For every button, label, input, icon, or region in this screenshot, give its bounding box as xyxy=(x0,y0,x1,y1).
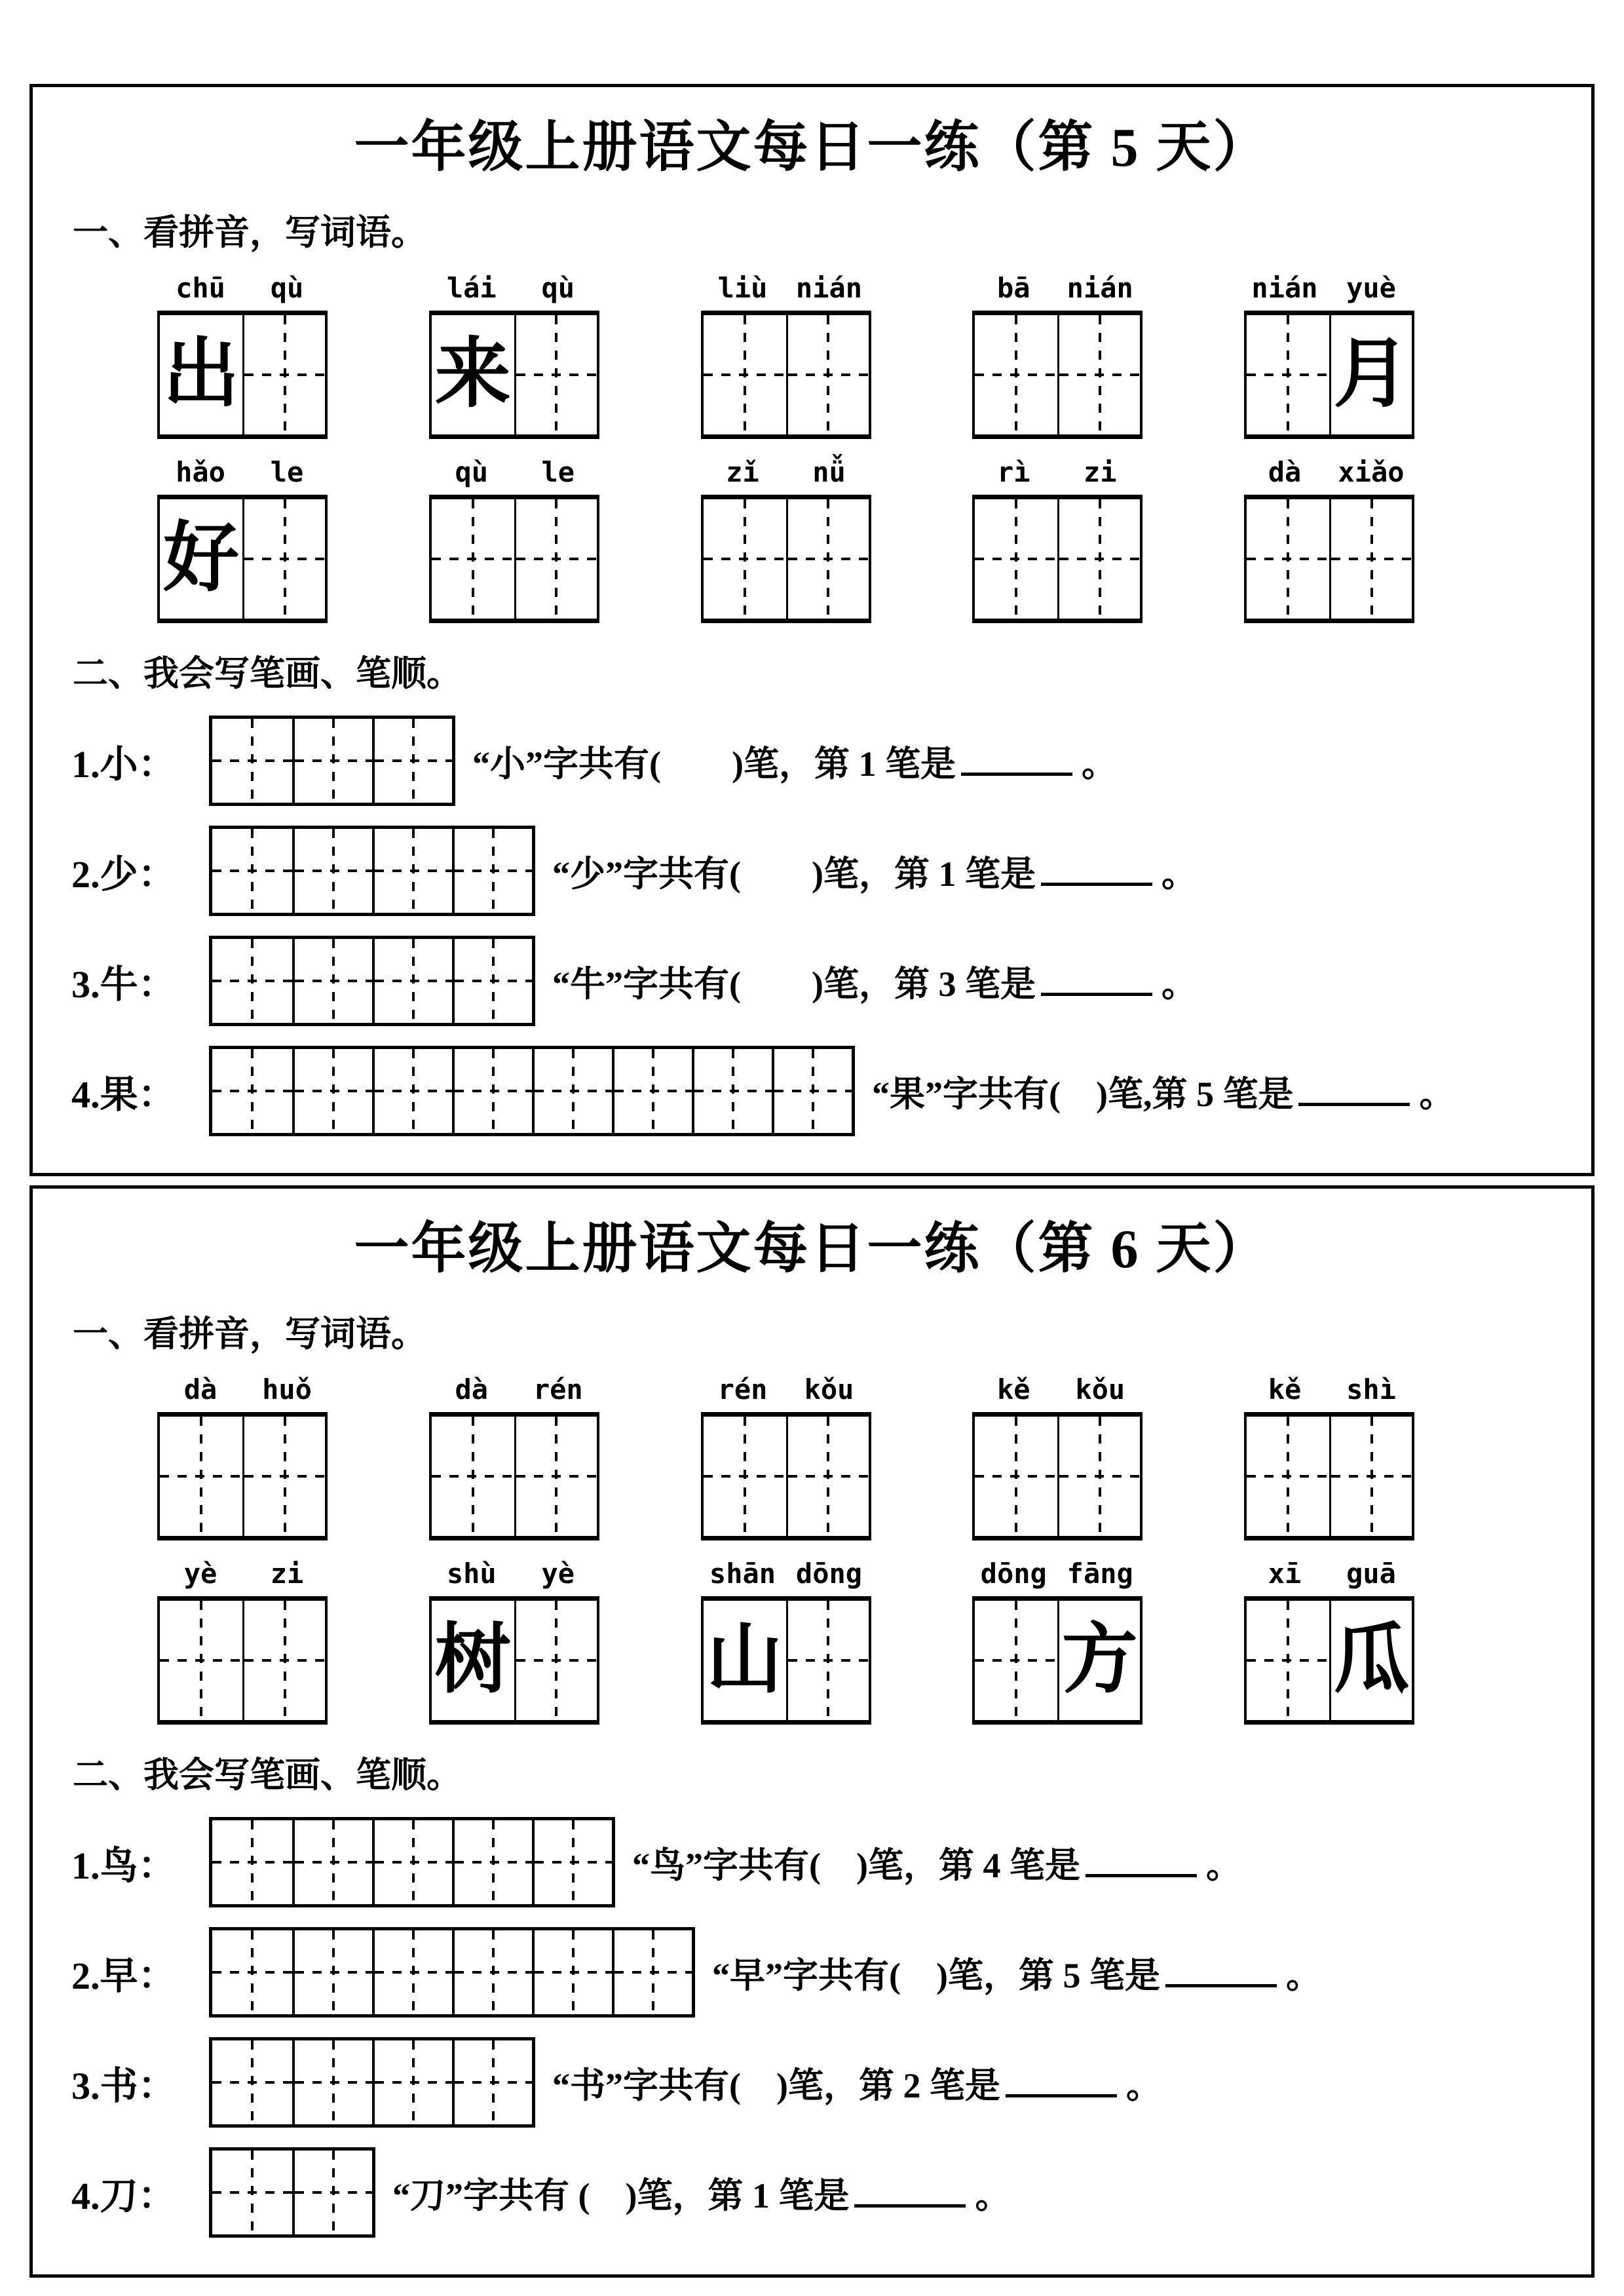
stroke-box[interactable] xyxy=(772,1049,852,1133)
stroke-box[interactable] xyxy=(212,2151,292,2234)
writing-box[interactable] xyxy=(432,1417,514,1536)
pinyin-pair xyxy=(1241,1373,1414,1406)
stroke-question xyxy=(71,1046,1555,1136)
stroke-box[interactable] xyxy=(372,1049,452,1133)
pinyin-syllable: fāng xyxy=(1067,1558,1133,1590)
pinyin-pair xyxy=(428,272,601,304)
day5-card xyxy=(29,84,1595,1176)
pinyin-pair xyxy=(700,1373,873,1406)
stroke-box[interactable] xyxy=(372,829,452,913)
stroke-order-boxes xyxy=(209,936,535,1026)
writing-box[interactable] xyxy=(786,315,869,434)
stroke-order-boxes xyxy=(209,1046,855,1136)
writing-grid-group xyxy=(429,1596,599,1725)
pinyin-syllable: dōng xyxy=(980,1558,1047,1590)
pinyin-syllable: nián xyxy=(1251,272,1318,304)
answer-blank[interactable] xyxy=(1165,1953,1277,1987)
question-label: 2.少： xyxy=(71,853,176,896)
pinyin-syllable: kǒu xyxy=(1075,1373,1125,1406)
writing-box[interactable] xyxy=(242,315,325,434)
worksheet-title-day5: 一年级上册语文每日一练（第 5 天） xyxy=(354,117,1270,178)
answer-blank[interactable] xyxy=(1298,1072,1410,1106)
pinyin-syllable: qù xyxy=(455,456,489,488)
pinyin-row xyxy=(69,272,1555,304)
stroke-box[interactable] xyxy=(292,939,372,1023)
pinyin-pair xyxy=(157,1373,330,1406)
stroke-box[interactable] xyxy=(532,1930,612,2014)
writing-box[interactable] xyxy=(704,1417,786,1536)
writing-box[interactable] xyxy=(160,1417,242,1536)
writing-grid-group xyxy=(157,495,328,623)
pinyin-row xyxy=(69,1373,1555,1406)
stroke-box[interactable] xyxy=(292,2151,372,2234)
stroke-box[interactable] xyxy=(692,1049,772,1133)
period: 。 xyxy=(1125,2065,1161,2105)
stroke-order-boxes xyxy=(209,716,455,806)
stroke-box[interactable] xyxy=(452,939,532,1023)
pinyin-syllable: dà xyxy=(1268,456,1302,488)
writing-box[interactable] xyxy=(975,315,1057,434)
pinyin-pair xyxy=(700,1558,873,1590)
writing-box[interactable] xyxy=(514,315,597,434)
writing-box[interactable] xyxy=(1329,1417,1412,1536)
pinyin-pair xyxy=(428,456,601,488)
writing-box[interactable] xyxy=(975,499,1057,619)
writing-box[interactable] xyxy=(704,315,786,434)
section2-heading-day5: 二、我会写笔画、笔顺。 xyxy=(73,654,462,693)
period: 。 xyxy=(1161,854,1197,894)
pinyin-syllable: le xyxy=(270,456,304,488)
pinyin-pair xyxy=(970,272,1143,304)
pinyin-syllable: nǚ xyxy=(812,456,846,488)
writing-grid-row xyxy=(69,1596,1555,1725)
stroke-box[interactable] xyxy=(212,939,292,1023)
prompt-text: “鸟”字共有( )笔，第 4 笔是 xyxy=(632,1845,1080,1885)
pinyin-row xyxy=(69,456,1555,488)
writing-grid-row xyxy=(69,1412,1555,1540)
writing-grid-group xyxy=(701,311,871,439)
pinyin-syllable: nián xyxy=(795,272,863,304)
question-label: 1.小： xyxy=(71,743,176,786)
stroke-box[interactable] xyxy=(292,1820,372,1904)
question-label: 3.书： xyxy=(71,2065,176,2107)
stroke-box[interactable] xyxy=(372,1820,452,1904)
stroke-box[interactable] xyxy=(292,1930,372,2014)
writing-box[interactable] xyxy=(1057,1417,1140,1536)
stroke-order-boxes xyxy=(209,826,535,916)
writing-box[interactable] xyxy=(514,1601,597,1720)
pinyin-syllable: guā xyxy=(1346,1558,1396,1590)
writing-grid-group xyxy=(429,495,599,623)
writing-box[interactable] xyxy=(1247,499,1329,619)
pinyin-pair xyxy=(428,1373,601,1406)
pinyin-syllable: nián xyxy=(1067,272,1133,304)
pinyin-syllable: qù xyxy=(541,272,575,304)
stroke-box[interactable] xyxy=(292,1049,372,1133)
answer-blank[interactable] xyxy=(961,742,1072,776)
period: 。 xyxy=(1419,1074,1455,1114)
stroke-question xyxy=(71,826,1555,916)
question-label: 4.刀： xyxy=(71,2175,176,2217)
question-label: 4.果： xyxy=(71,1073,176,1116)
writing-grid-group xyxy=(972,495,1142,623)
pinyin-syllable: rì xyxy=(996,456,1030,488)
writing-box[interactable]: 方 xyxy=(1057,1601,1140,1720)
pinyin-syllable: dà xyxy=(455,1373,489,1406)
stroke-box[interactable] xyxy=(212,829,292,913)
stroke-box[interactable] xyxy=(452,1820,532,1904)
writing-grid-group xyxy=(701,1596,871,1725)
prompt-text: “果”字共有( )笔,第 5 笔是 xyxy=(872,1074,1294,1114)
pinyin-syllable: lái xyxy=(446,272,497,304)
question-text xyxy=(472,736,1117,786)
stroke-box[interactable] xyxy=(292,829,372,913)
pinyin-syllable: zi xyxy=(270,1558,304,1590)
writing-grid-group xyxy=(429,311,599,439)
stroke-box[interactable] xyxy=(452,1930,532,2014)
writing-box[interactable] xyxy=(1247,1417,1329,1536)
prompt-text: “书”字共有( )笔，第 2 笔是 xyxy=(552,2065,1000,2105)
writing-box[interactable] xyxy=(242,1417,325,1536)
prompt-text: “少”字共有( )笔，第 1 笔是 xyxy=(552,854,1036,894)
pinyin-syllable: shì xyxy=(1346,1373,1396,1406)
stroke-question xyxy=(71,1927,1555,2018)
stroke-box[interactable] xyxy=(532,1049,612,1133)
stroke-box[interactable] xyxy=(532,1820,612,1904)
pinyin-pair xyxy=(1241,1558,1414,1590)
pinyin-pair xyxy=(157,1558,330,1590)
writing-box[interactable] xyxy=(1247,315,1329,434)
writing-box[interactable] xyxy=(1329,499,1412,619)
pinyin-syllable: qù xyxy=(270,272,304,304)
day6-card xyxy=(29,1185,1595,2278)
pinyin-syllable: zi xyxy=(1083,456,1117,488)
writing-grid-group xyxy=(157,311,328,439)
stroke-box[interactable] xyxy=(372,939,452,1023)
pinyin-pair xyxy=(157,272,330,304)
question-label: 1.鸟： xyxy=(71,1845,176,1887)
writing-grid-group xyxy=(972,311,1142,439)
pinyin-syllable: yuè xyxy=(1346,272,1396,304)
question-text xyxy=(392,2168,1010,2218)
question-label: 3.牛： xyxy=(71,963,176,1006)
pinyin-pair xyxy=(1241,456,1414,488)
question-text xyxy=(552,956,1197,1006)
question-text xyxy=(872,1066,1454,1117)
writing-grid-group xyxy=(701,1412,871,1540)
writing-grid-group xyxy=(429,1412,599,1540)
stroke-question xyxy=(71,936,1555,1026)
question-text xyxy=(552,846,1197,896)
pinyin-syllable: kǒu xyxy=(804,1373,854,1406)
writing-grid-group xyxy=(1244,1412,1414,1540)
writing-box[interactable] xyxy=(514,499,597,619)
stroke-question xyxy=(71,2037,1555,2128)
pinyin-pair xyxy=(157,456,330,488)
writing-box[interactable] xyxy=(242,1601,325,1720)
pinyin-syllable: hǎo xyxy=(176,456,225,488)
pinyin-syllable: huǒ xyxy=(262,1373,312,1406)
stroke-question xyxy=(71,2147,1555,2238)
stroke-box[interactable] xyxy=(292,2040,372,2124)
stroke-box[interactable] xyxy=(612,1930,692,2014)
pinyin-syllable: bā xyxy=(996,272,1030,304)
question-text xyxy=(552,2057,1161,2108)
stroke-order-boxes xyxy=(209,2037,535,2128)
stroke-box[interactable] xyxy=(612,1049,692,1133)
writing-box[interactable] xyxy=(514,1417,597,1536)
stroke-box[interactable] xyxy=(372,2040,452,2124)
pinyin-syllable: rén xyxy=(533,1373,583,1406)
writing-box[interactable] xyxy=(1057,499,1140,619)
period: 。 xyxy=(1161,964,1197,1004)
stroke-box[interactable] xyxy=(452,829,532,913)
pinyin-pair xyxy=(700,456,873,488)
writing-box[interactable] xyxy=(160,1601,242,1720)
stroke-box[interactable] xyxy=(212,1049,292,1133)
writing-box[interactable]: 月 xyxy=(1329,315,1412,434)
answer-blank[interactable] xyxy=(1041,852,1152,886)
writing-grid-group xyxy=(972,1596,1142,1725)
stroke-box[interactable] xyxy=(292,719,372,803)
pinyin-syllable: shù xyxy=(446,1558,497,1590)
writing-box[interactable]: 来 xyxy=(434,333,511,417)
writing-box[interactable]: 树 xyxy=(434,1618,511,1702)
section1-heading-day5: 一、看拼音，写词语。 xyxy=(73,213,426,252)
question-text xyxy=(712,1947,1321,1998)
pinyin-pair xyxy=(970,1373,1143,1406)
writing-box[interactable] xyxy=(786,1601,869,1720)
stroke-box[interactable] xyxy=(212,719,292,803)
writing-box[interactable] xyxy=(432,499,514,619)
pinyin-syllable: rén xyxy=(717,1373,768,1406)
pinyin-syllable: liù xyxy=(717,272,768,304)
answer-blank[interactable] xyxy=(1086,1843,1197,1877)
writing-grid-row xyxy=(69,311,1555,439)
pinyin-syllable: zǐ xyxy=(726,456,759,488)
pinyin-pair xyxy=(1241,272,1414,304)
writing-grid-group xyxy=(157,1412,328,1540)
stroke-box[interactable] xyxy=(372,1930,452,2014)
period: 。 xyxy=(1285,1955,1321,1995)
prompt-text: “早”字共有( )笔，第 5 笔是 xyxy=(712,1955,1160,1995)
pinyin-syllable: yè xyxy=(183,1558,217,1590)
answer-blank[interactable] xyxy=(1041,962,1152,996)
pinyin-syllable: xiǎo xyxy=(1338,456,1405,488)
pinyin-pair xyxy=(970,456,1143,488)
pinyin-syllable: dōng xyxy=(795,1558,863,1590)
pinyin-pair xyxy=(970,1558,1143,1590)
pinyin-syllable: le xyxy=(541,456,575,488)
pinyin-syllable: dà xyxy=(183,1373,217,1406)
stroke-question xyxy=(71,1817,1555,1907)
prompt-text: “刀”字共有 ( )笔，第 1 笔是 xyxy=(392,2175,850,2215)
stroke-box[interactable] xyxy=(452,2040,532,2124)
stroke-box[interactable] xyxy=(212,1820,292,1904)
stroke-order-boxes xyxy=(209,2147,375,2238)
writing-grid-group xyxy=(1244,495,1414,623)
stroke-box[interactable] xyxy=(452,1049,532,1133)
pinyin-pair xyxy=(700,272,873,304)
question-text xyxy=(632,1837,1241,1888)
writing-grid-group xyxy=(701,495,871,623)
period: 。 xyxy=(1081,744,1117,784)
stroke-order-boxes xyxy=(209,1927,695,2018)
prompt-text: “小”字共有( )笔，第 1 笔是 xyxy=(472,744,956,784)
writing-box[interactable] xyxy=(786,499,869,619)
writing-box[interactable] xyxy=(704,499,786,619)
worksheet-title-day6: 一年级上册语文每日一练（第 6 天） xyxy=(354,1219,1270,1280)
pinyin-pair xyxy=(428,1558,601,1590)
stroke-box[interactable] xyxy=(212,1930,292,2014)
writing-box[interactable] xyxy=(1057,315,1140,434)
writing-box[interactable] xyxy=(975,1601,1057,1720)
writing-grid-row xyxy=(69,495,1555,623)
writing-box[interactable]: 山 xyxy=(706,1618,783,1702)
pinyin-row xyxy=(69,1558,1555,1590)
pinyin-syllable: yè xyxy=(541,1558,575,1590)
period: 。 xyxy=(975,2175,1011,2215)
answer-blank[interactable] xyxy=(1006,2063,1117,2097)
period: 。 xyxy=(1205,1845,1241,1885)
writing-grid-group xyxy=(1244,1596,1414,1725)
prompt-text: “牛”字共有( )笔，第 3 笔是 xyxy=(552,964,1036,1004)
stroke-question xyxy=(71,716,1555,806)
writing-grid-group xyxy=(157,1596,328,1725)
writing-box[interactable]: 瓜 xyxy=(1329,1601,1412,1720)
stroke-box[interactable] xyxy=(372,719,452,803)
writing-box[interactable] xyxy=(975,1417,1057,1536)
stroke-box[interactable] xyxy=(212,2040,292,2124)
stroke-order-boxes xyxy=(209,1817,615,1907)
question-label: 2.早： xyxy=(71,1955,176,1997)
section2-heading-day6: 二、我会写笔画、笔顺。 xyxy=(73,1755,462,1795)
writing-box[interactable] xyxy=(786,1417,869,1536)
writing-grid-group xyxy=(1244,311,1414,439)
pinyin-syllable: kě xyxy=(996,1373,1030,1406)
writing-box[interactable]: 好 xyxy=(163,517,239,601)
writing-box[interactable] xyxy=(1247,1601,1329,1720)
pinyin-syllable: shān xyxy=(709,1558,776,1590)
pinyin-syllable: chū xyxy=(176,272,225,304)
section1-heading-day6: 一、看拼音，写词语。 xyxy=(73,1314,426,1354)
writing-box[interactable]: 出 xyxy=(163,333,239,417)
pinyin-syllable: kě xyxy=(1268,1373,1302,1406)
writing-grid-group xyxy=(972,1412,1142,1540)
answer-blank[interactable] xyxy=(854,2173,966,2208)
pinyin-syllable: xī xyxy=(1268,1558,1302,1590)
writing-box[interactable] xyxy=(242,499,325,619)
